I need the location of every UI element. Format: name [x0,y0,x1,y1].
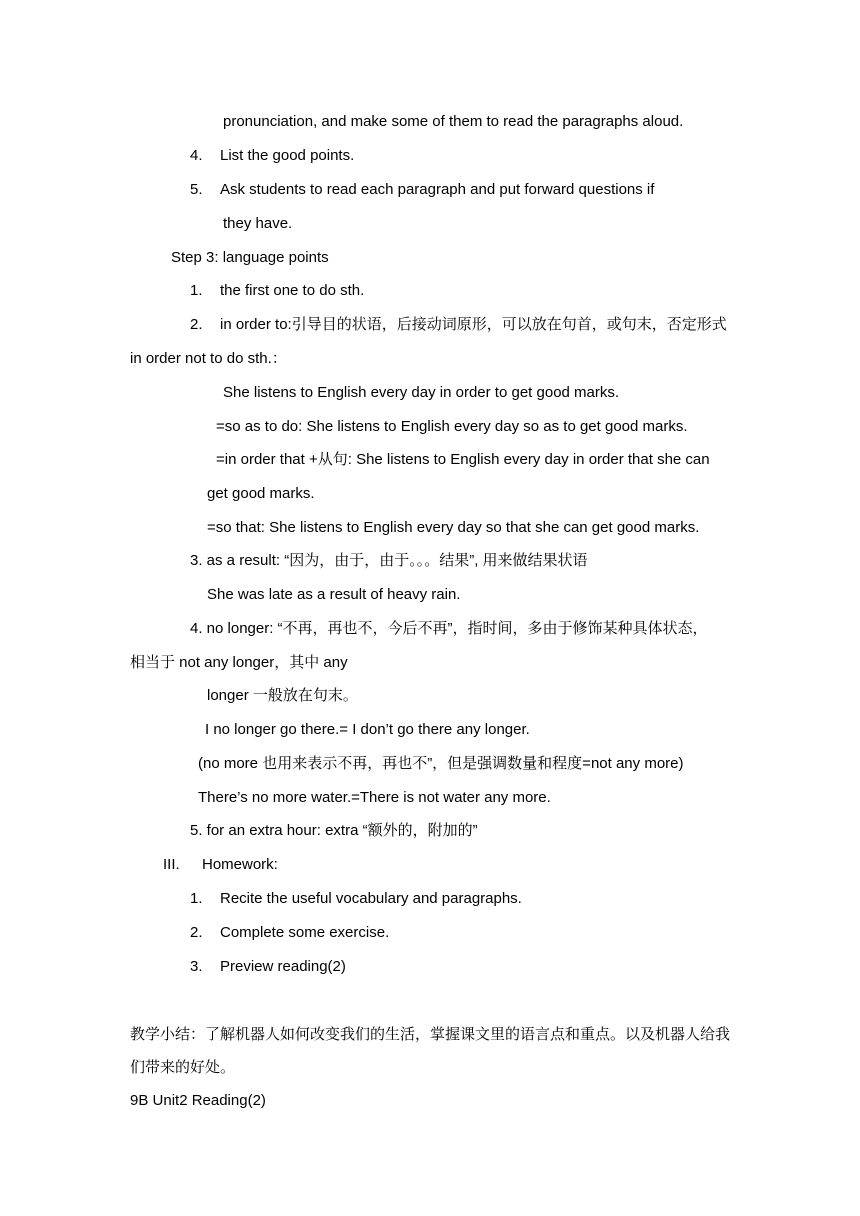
text-line: in order not to do sth.： [130,350,287,367]
text-line: 相当于 not any longer，其中 any [130,654,348,671]
text-line: pronunciation, and make some of them to read the paragraphs aloud. [223,113,684,130]
list-item-text: in order to:引导目的状语，后接动词原形，可以放在句首，或句末，否定形式 [220,316,727,333]
list-item [190,281,364,301]
example-sentence: =in order that +从句: She listens to English every day in order that she can [216,451,710,468]
section-number: III. [163,856,180,873]
example-sentence: get good marks. [207,485,315,502]
list-number: 3. [190,958,203,975]
list-item-text: Recite the useful vocabulary and paragraphs. [220,890,522,907]
text-line: they have. [223,215,293,232]
list-item [190,889,522,909]
section-title: Homework: [202,856,278,873]
list-number: 1. [190,890,203,907]
list-item-text: Complete some exercise. [220,924,390,941]
list-item: 3. as a result: “因为，由于，由于。。。结果”, 用来做结果状语 [190,552,588,569]
text-line: (no more 也用来表示不再，再也不”，但是强调数量和程度=not any more) [198,755,684,772]
list-item: 4. no longer: “不再，再也不，今后不再”，指时间，多由于修饰某种具体状态， [190,620,708,637]
summary-text: 教学小结：了解机器人如何改变我们的生活，掌握课文里的语言点和重点。以及机器人给我 [130,1025,731,1043]
list-item-text: List the good points. [220,147,355,164]
list-item [190,923,389,943]
list-item-text: Ask students to read each paragraph and put forward questions if [220,181,655,198]
list-item [190,180,654,200]
example-sentence: She was late as a result of heavy rain. [207,586,461,603]
section-heading [163,855,278,875]
section-heading: Step 3: language points [171,249,329,266]
list-number: 2. [190,924,203,941]
list-number: 1. [190,282,203,299]
summary-text: 们带来的好处。 [130,1058,236,1076]
example-sentence: There’s no more water.=There is not water any more. [198,789,551,806]
lesson-title: 9B Unit2 Reading(2) [130,1092,266,1109]
example-sentence: I no longer go there.= I don’t go there any longer. [205,721,530,738]
list-number: 2. [190,316,203,333]
list-number: 5. [190,181,203,198]
list-item: 5. for an extra hour: extra “额外的，附加的” [190,822,478,839]
example-sentence: She listens to English every day in order to get good marks. [223,384,620,401]
example-sentence: =so as to do: She listens to English every day so as to get good marks. [216,418,688,435]
list-item-text: Preview reading(2) [220,958,346,975]
list-item [190,315,727,335]
list-item [190,146,354,166]
list-item [190,957,346,977]
text-line: longer 一般放在句末。 [207,687,358,704]
list-item-text: the first one to do sth. [220,282,365,299]
list-number: 4. [190,147,203,164]
example-sentence: =so that: She listens to English every day so that she can get good marks. [207,519,700,536]
